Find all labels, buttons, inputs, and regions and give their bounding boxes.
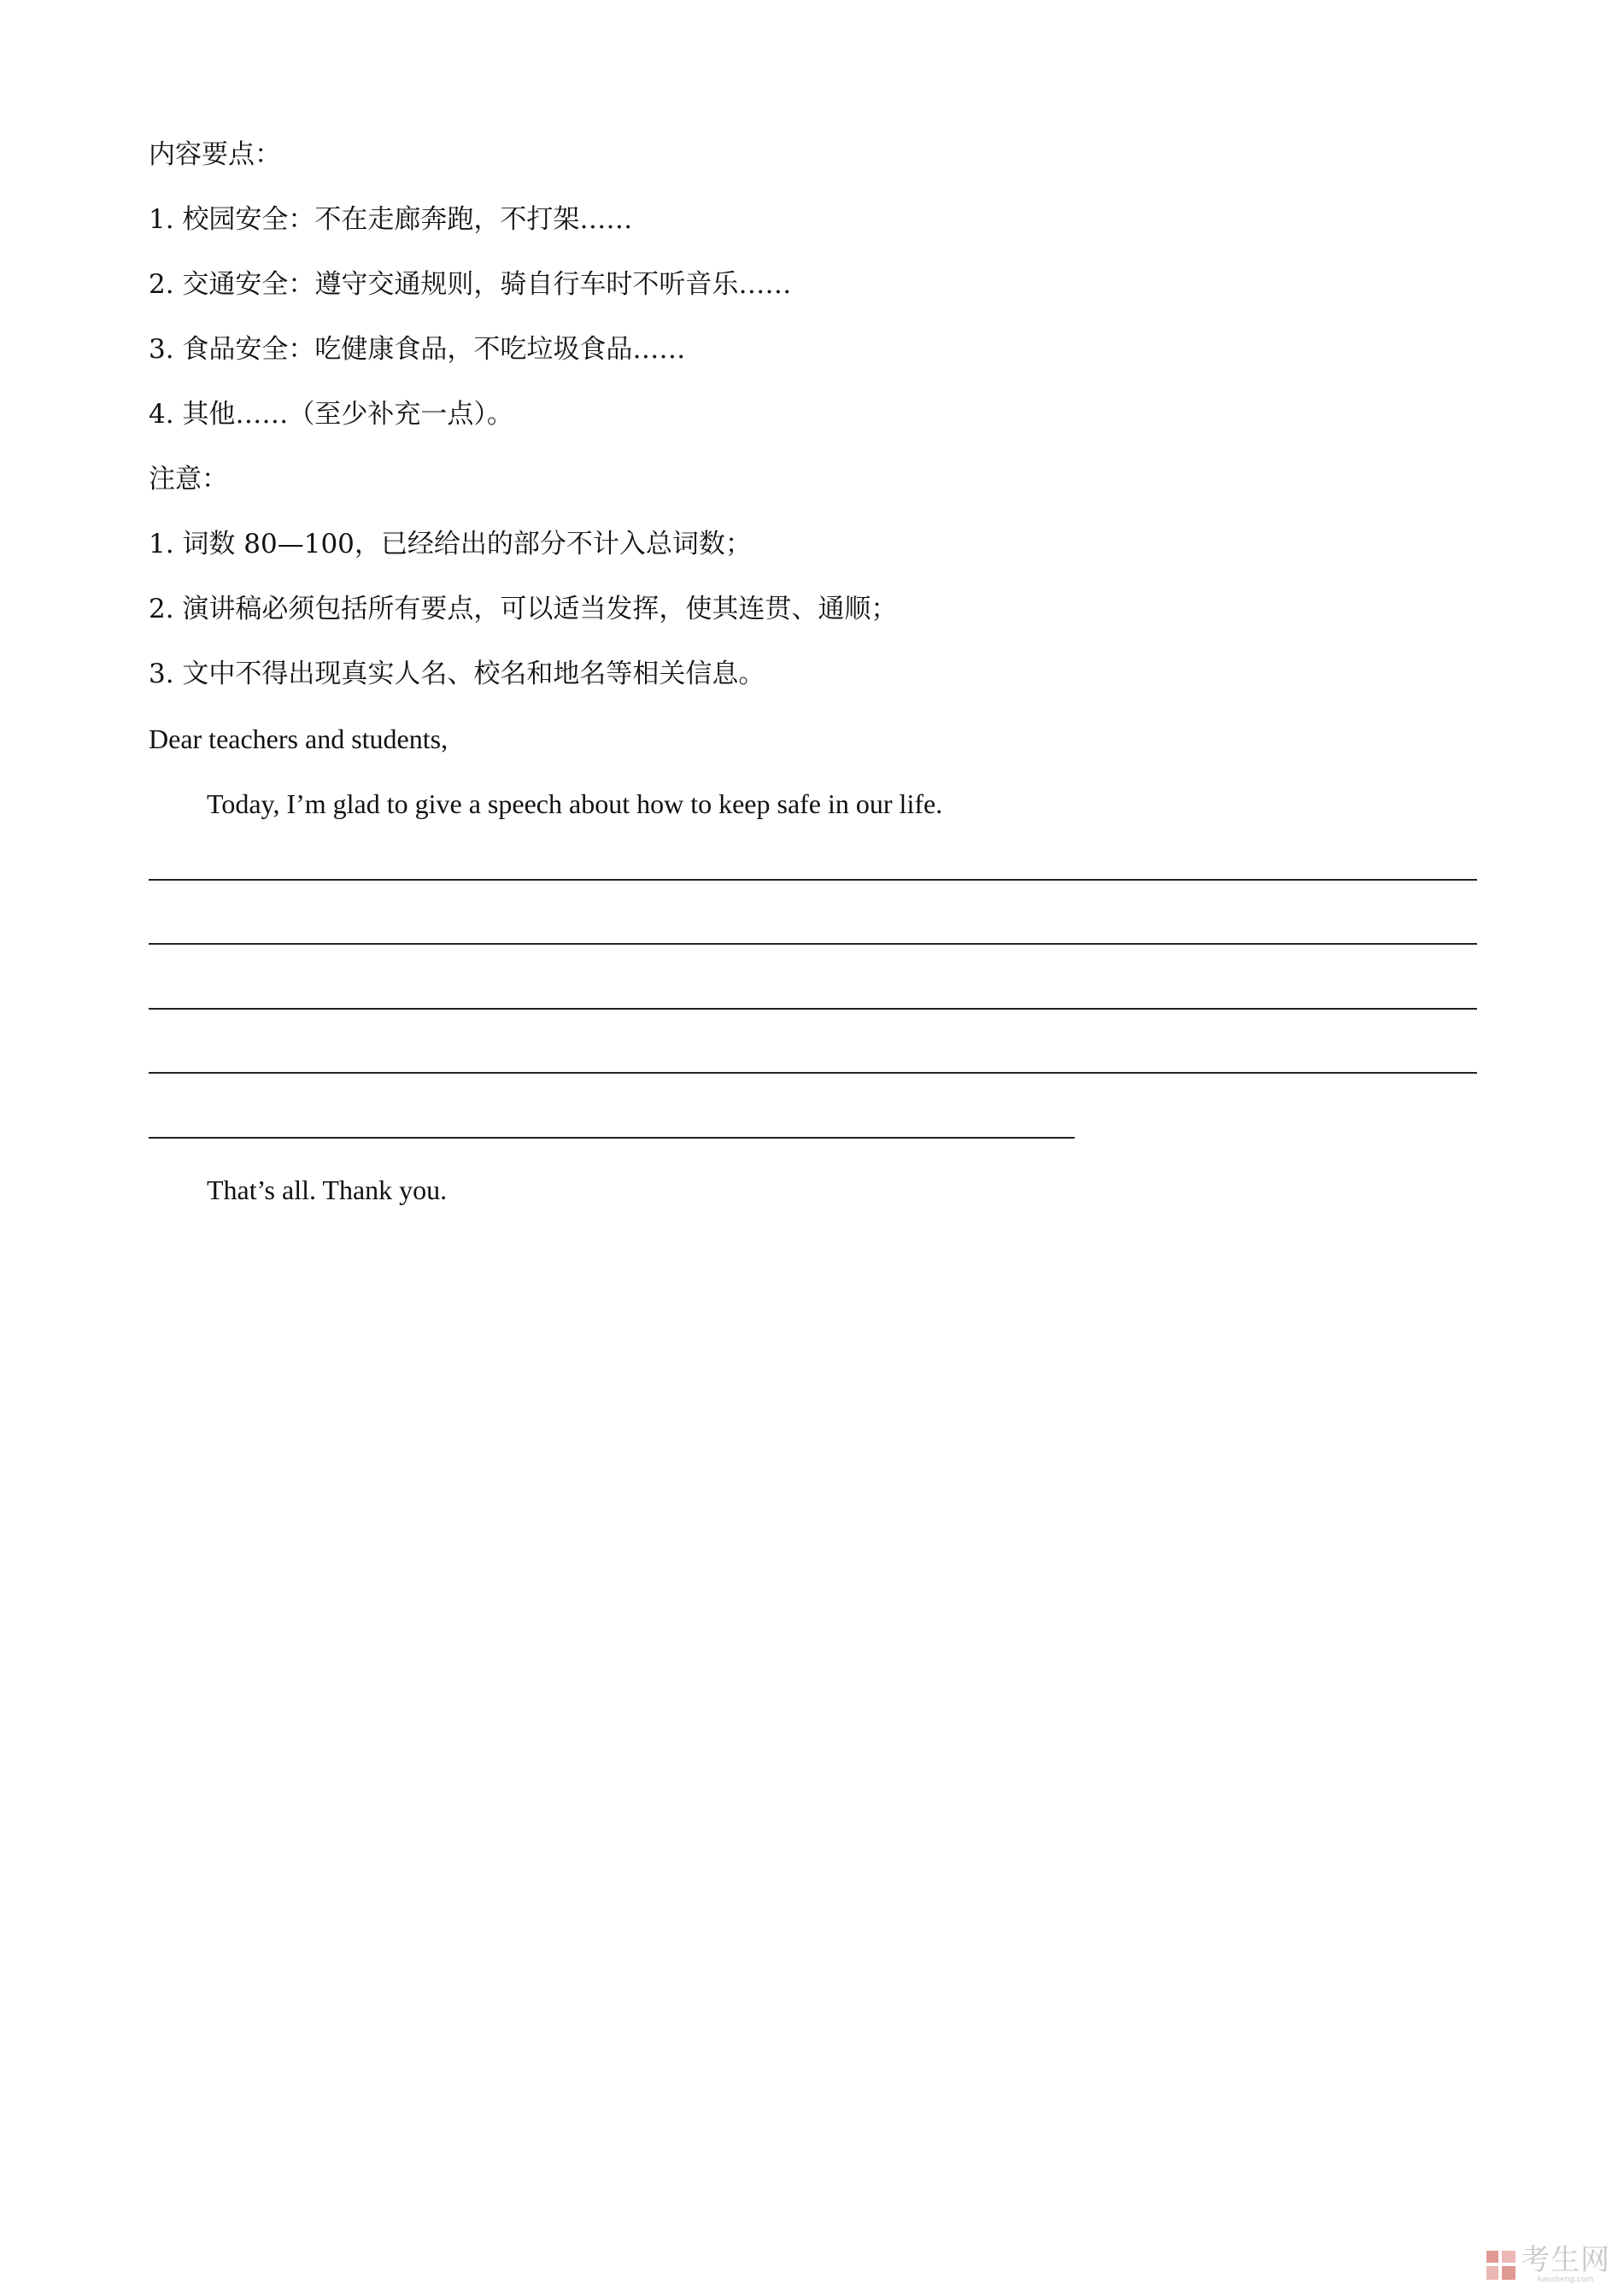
watermark-brand: 考生网 xyxy=(1521,2243,1610,2277)
content-point-1: 1. 校园安全：不在走廊奔跑，不打架…… xyxy=(149,204,633,235)
speech-opening: Today, I’m glad to give a speech about how to keep safe in our life. xyxy=(207,788,943,819)
answer-line-4[interactable] xyxy=(149,1072,1477,1074)
watermark-domain: kaosheng.com xyxy=(1537,2276,1594,2284)
answer-line-2[interactable] xyxy=(149,943,1477,945)
note-1: 1. 词数 80—100，已经给出的部分不计入总词数； xyxy=(149,529,752,559)
content-point-2: 2. 交通安全：遵守交通规则，骑自行车时不听音乐…… xyxy=(149,269,792,300)
content-point-3: 3. 食品安全：吃健康食品，不吃垃圾食品…… xyxy=(149,334,686,365)
content-points-heading: 内容要点： xyxy=(149,139,281,170)
note-3: 3. 文中不得出现真实人名、校名和地名等相关信息。 xyxy=(149,659,765,689)
speech-greeting: Dear teachers and students, xyxy=(149,723,449,754)
watermark xyxy=(1486,2243,1610,2284)
answer-line-3[interactable] xyxy=(149,1008,1477,1010)
answer-line-1[interactable] xyxy=(149,879,1477,881)
note-2: 2. 演讲稿必须包括所有要点，可以适当发挥，使其连贯、通顺； xyxy=(149,594,898,624)
notes-heading: 注意： xyxy=(149,464,228,495)
answer-line-5[interactable] xyxy=(149,1137,1075,1139)
kaosheng-logo-icon xyxy=(1486,2251,1516,2280)
content-point-4: 4. 其他……（至少补充一点）。 xyxy=(149,399,513,430)
speech-closing: That’s all. Thank you. xyxy=(207,1174,448,1205)
